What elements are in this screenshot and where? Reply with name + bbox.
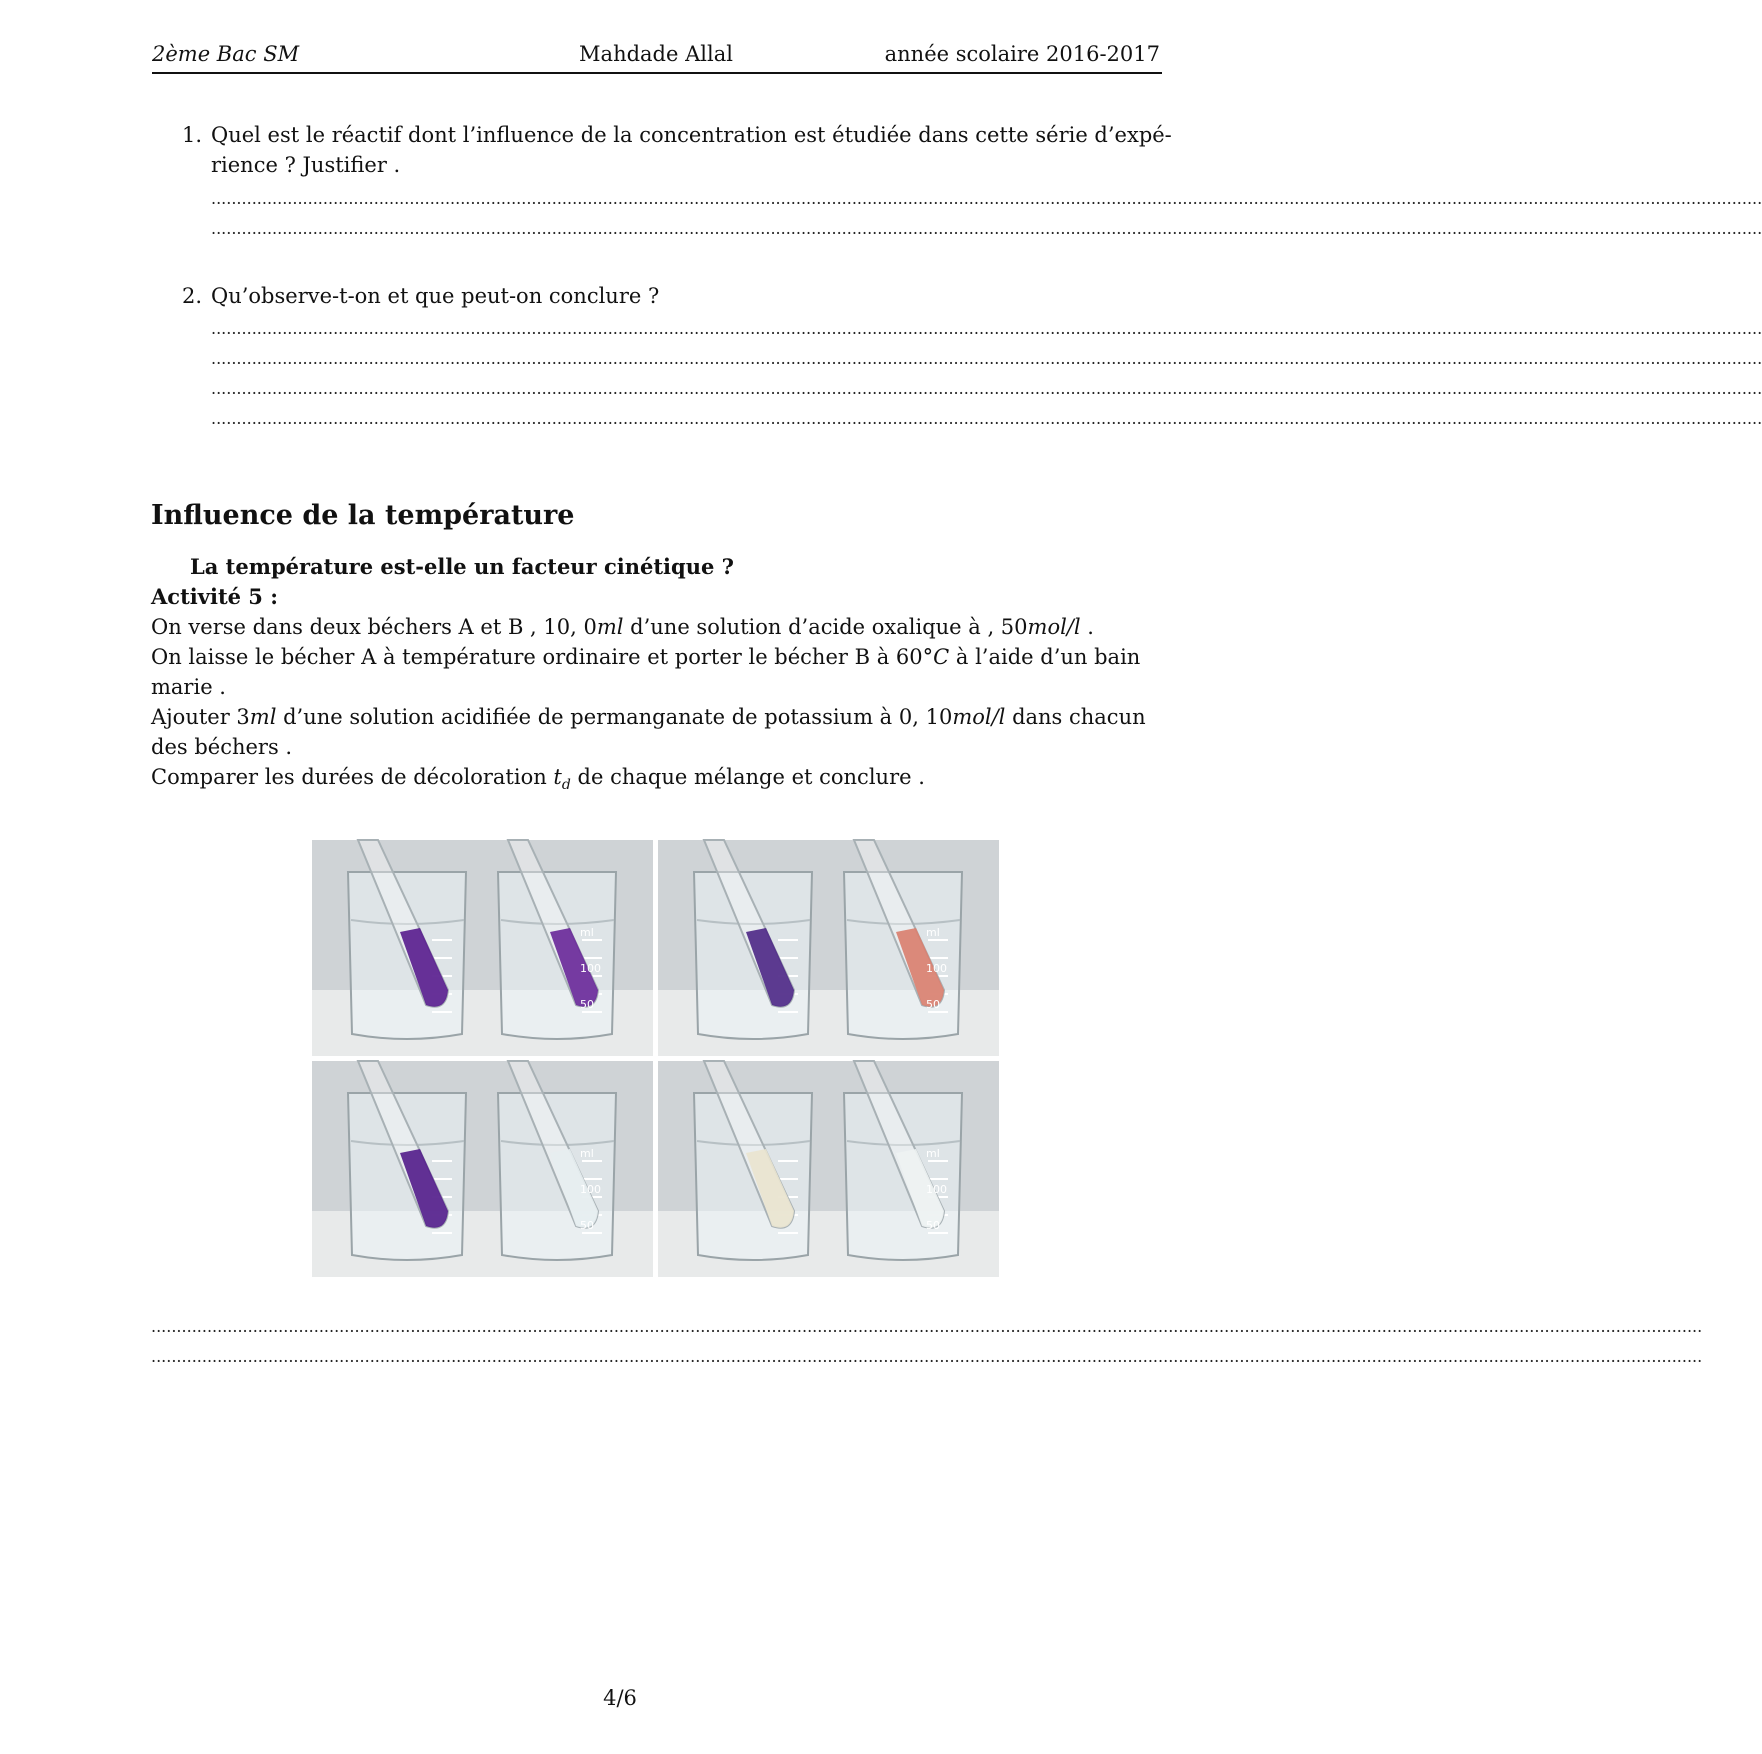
answer-line[interactable]: ................................................................................................................................................................................................................................................................................................................. (211, 219, 1762, 238)
photo-beakers-initial (312, 840, 653, 1056)
graduation-label: 50 (580, 998, 594, 1011)
graduation-label: ml (926, 926, 940, 939)
graduation-label: 100 (926, 962, 947, 975)
text-run: Comparer les durées de décoloration (151, 765, 554, 789)
answer-line[interactable]: ................................................................................................................................................................................................................................................................................................................. (211, 189, 1762, 208)
photo-beakers-b-decoloured (312, 1061, 653, 1277)
header-class: 2ème Bac SM (152, 42, 300, 66)
text-run: On laisse le bécher A à température ordinaire et porter le bécher B à 60° (151, 645, 934, 669)
question-1-line-2: rience ? Justifier . (211, 153, 401, 177)
unit-celsius: C (933, 645, 950, 669)
variable-t: t (553, 765, 562, 789)
photo-beakers-b-decolouring (658, 840, 999, 1056)
question-2-line-1: Qu’observe-t-on et que peut-on conclure ? (211, 284, 660, 308)
unit-mol-per-l: mol/l (952, 705, 1006, 729)
text-run: . (1080, 615, 1094, 639)
header-rule (152, 72, 1162, 74)
question-1-line-1: Quel est le réactif dont l’influence de la concentration est étudiée dans cette série d’expé- (211, 123, 1172, 147)
answer-line[interactable]: ................................................................................................................................................................................................................................................................................................................. (211, 409, 1762, 428)
variable-subscript: d (561, 777, 571, 794)
answer-line[interactable]: ................................................................................................................................................................................................................................................................................................................. (151, 1317, 1703, 1336)
text-run: de chaque mélange et conclure . (570, 765, 925, 789)
paragraph-line-1 (151, 612, 1094, 642)
text-run: Ajouter 3 (151, 705, 250, 729)
answer-line[interactable]: ................................................................................................................................................................................................................................................................................................................. (151, 1347, 1703, 1366)
answer-line[interactable]: ................................................................................................................................................................................................................................................................................................................. (211, 319, 1762, 338)
paragraph-line-6 (151, 762, 925, 800)
paragraph-line-5: des béchers . (151, 735, 293, 759)
graduation-label: 100 (580, 1183, 601, 1196)
graduation-label: 50 (580, 1219, 594, 1232)
text-run: d’une solution d’acide oxalique à , 50 (623, 615, 1028, 639)
graduation-label: 50 (926, 1219, 940, 1232)
header-author: Mahdade Allal (579, 42, 733, 66)
paragraph-line-2 (151, 642, 1140, 672)
graduation-label: ml (580, 926, 594, 939)
page-number: 4/6 (603, 1686, 637, 1710)
beaker-photo-illustration (312, 840, 653, 1056)
graduation-label: 100 (580, 962, 601, 975)
text-run: d’une solution acidifiée de permanganate de potassium à 0, 10 (276, 705, 953, 729)
unit-mol-per-l: mol/l (1027, 615, 1081, 639)
photo-beakers-both-decoloured (658, 1061, 999, 1277)
text-run: dans chacun (1005, 705, 1146, 729)
graduation-label: 50 (926, 998, 940, 1011)
activity-label: Activité 5 : (151, 584, 278, 609)
answer-line[interactable]: ................................................................................................................................................................................................................................................................................................................. (211, 349, 1762, 368)
question-2-number: 2. (181, 284, 202, 308)
unit-ml: ml (596, 615, 624, 639)
answer-line[interactable]: ................................................................................................................................................................................................................................................................................................................. (211, 379, 1762, 398)
text-run: On verse dans deux béchers A et B , 10, 0 (151, 615, 597, 639)
paragraph-line-4 (151, 702, 1146, 732)
beaker-photo-illustration (658, 1061, 999, 1277)
graduation-label: 100 (926, 1183, 947, 1196)
unit-ml: ml (249, 705, 277, 729)
question-1-number: 1. (181, 123, 202, 147)
page-header (152, 42, 1160, 74)
section-title: Influence de la température (151, 500, 575, 531)
beaker-photo-illustration (658, 840, 999, 1056)
graduation-label: ml (580, 1147, 594, 1160)
text-run: à l’aide d’un bain (949, 645, 1141, 669)
header-school-year: année scolaire 2016-2017 (884, 42, 1160, 66)
paragraph-line-3: marie . (151, 675, 226, 699)
beaker-photo-illustration (312, 1061, 653, 1277)
graduation-label: ml (926, 1147, 940, 1160)
section-subtitle: La température est-elle un facteur cinétique ? (190, 554, 734, 579)
